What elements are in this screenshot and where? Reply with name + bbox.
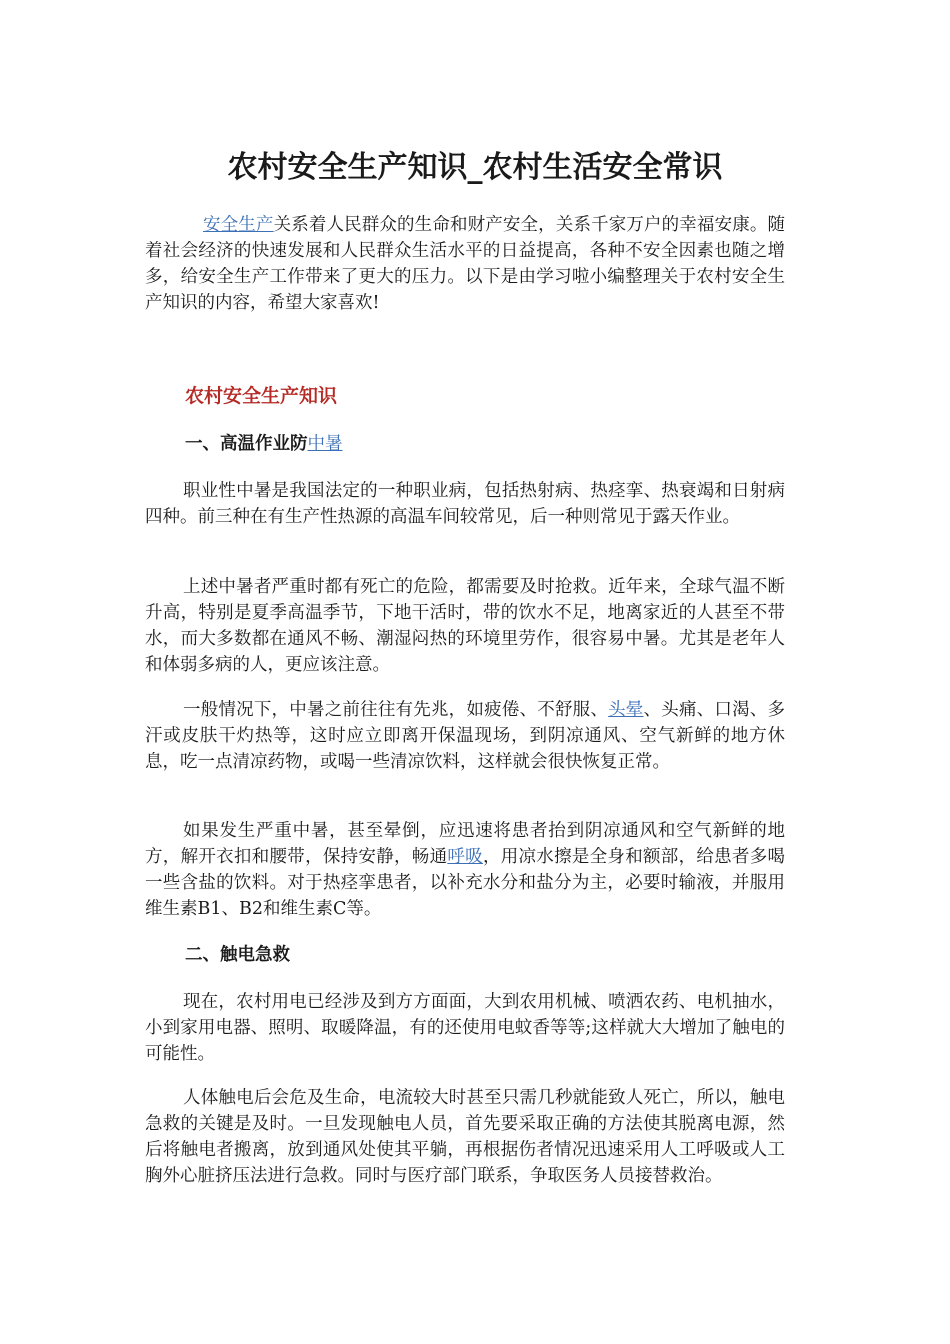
intro-paragraph <box>145 212 785 316</box>
link-heatstroke[interactable]: 中暑 <box>307 434 343 454</box>
section-title: 农村安全生产知识 <box>185 385 338 407</box>
paragraph-2: 上述中暑者严重时都有死亡的危险，都需要及时抢救。近年来，全球气温不断升高，特别是夏季高温季节，下地干活时，带的饮水不足，地离家近的人甚至不带水，而大多数都在通风不畅、潮湿闷热的环境里劳作，很容易中暑。尤其是老年人和体弱多病的人，更应该注意。 <box>145 577 785 675</box>
heading-electric-shock: 二、触电急救 <box>185 945 290 965</box>
heading-heatstroke-text: 一、高温作业防 <box>185 434 308 454</box>
paragraph-3-before: 一般情况下，中暑之前往往有先兆，如疲倦、不舒服、 <box>183 700 609 720</box>
paragraph-6: 人体触电后会危及生命，电流较大时甚至只需几秒就能致人死亡，所以，触电急救的关键是及时。一旦发现触电人员，首先要采取正确的方法使其脱离电源，然后将触电者搬离，放到通风处使其平躺，再根据伤者情况迅速采用人工呼吸或人工胸外心脏挤压法进行急救。同时与医疗部门联系，争取医务人员接替救治。 <box>145 1088 785 1186</box>
link-safety-production[interactable]: 安全生产 <box>203 215 274 235</box>
paragraph-5: 现在，农村用电已经涉及到方方面面，大到农用机械、喷洒农药、电机抽水，小到家用电器、照明、取暖降温，有的还使用电蚊香等等;这样就大大增加了触电的可能性。 <box>145 992 785 1064</box>
intro-text: 关系着人民群众的生命和财产安全，关系千家万户的幸福安康。随着社会经济的快速发展和人民群众生活水平的日益提高，各种不安全因素也随之增多，给安全生产工作带来了更大的压力。以下是由学习啦小编整理关于农村安全生产知识的内容，希望大家喜欢! <box>145 215 785 313</box>
page-title: 农村安全生产知识_农村生活安全常识 <box>227 150 723 185</box>
paragraph-4-after: ，用凉水擦是全身和额部，给患者多喝一些含盐的饮料。对于热痉挛患者，以补充水分和盐分为主，必要时输液，并服用维生素B1、B2和维生素C等。 <box>145 847 786 919</box>
paragraph-3-after: 、头痛、口渴、多汗或皮肤干灼热等，这时应立即离开保温现场，到阴凉通风、空气新鲜的地方休息，吃一点清凉药物，或喝一些清凉饮料，这样就会很快恢复正常。 <box>145 700 786 772</box>
paragraph-3 <box>145 697 785 775</box>
link-dizziness[interactable]: 头晕 <box>608 700 644 720</box>
paragraph-1: 职业性中暑是我国法定的一种职业病，包括热射病、热痉挛、热衰竭和日射病四种。前三种在有生产性热源的高温车间较常见，后一种则常见于露天作业。 <box>145 481 785 527</box>
link-breathing[interactable]: 呼吸 <box>447 847 483 867</box>
paragraph-4 <box>145 818 785 922</box>
paragraph-4-before: 如果发生严重中暑，甚至晕倒，应迅速将患者抬到阴凉通风和空气新鲜的地方，解开衣扣和腰带，保持安静，畅通 <box>145 821 785 867</box>
heading-heatstroke <box>185 431 343 457</box>
